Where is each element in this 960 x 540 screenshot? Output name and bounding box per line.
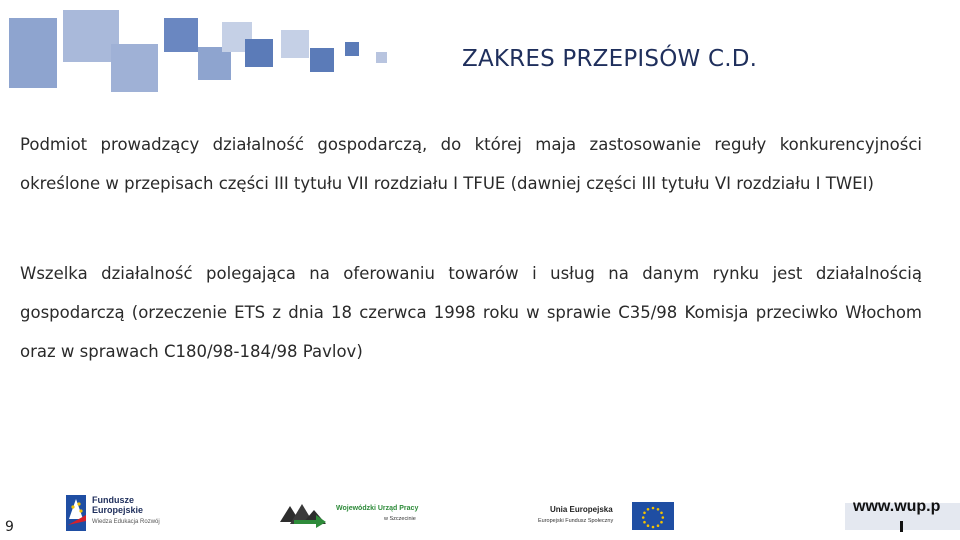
paragraph-1: Podmiot prowadzący działalność gospodarczą, do której maja zastosowanie reguły konkurencyjności określone w przepisach części III tytułu VII rozdziału I TFUE (dawniej części III tytułu VI rozdziału I TWEI)	[20, 135, 922, 193]
page-number: 9	[5, 519, 14, 535]
wup-logo	[280, 500, 430, 530]
wup-emblem-icon	[280, 500, 330, 528]
decor-square	[376, 52, 387, 63]
eu-logo-line1: Unia Europejska	[550, 505, 613, 514]
decor-square	[281, 30, 309, 58]
website-text-fragment	[900, 521, 903, 532]
decor-square	[9, 18, 57, 88]
fundusze-europejskie-logo	[66, 494, 176, 532]
eu-logo-line2: Europejski Fundusz Społeczny	[538, 518, 614, 524]
eu-logo	[538, 500, 678, 532]
wup-logo-line1: Wojewódzki Urząd Pracy	[336, 505, 419, 512]
website-link[interactable]: www.wup.p	[853, 498, 941, 515]
paragraph-2: Wszelka działalność polegająca na oferowaniu towarów i usług na danym rynku jest działalnością gospodarczą (orzeczenie ETS z dnia 18 czerwca 1998 roku w sprawie C35/98 Komisja przeciwko Włochom oraz w sprawach C180/98-184/98 Pavlov)	[20, 264, 922, 361]
decor-square	[345, 42, 359, 56]
fe-logo-line1: Fundusze	[92, 495, 134, 505]
eu-flag-icon	[632, 502, 674, 530]
decor-square	[310, 48, 334, 72]
decor-square	[164, 18, 198, 52]
fe-star-icon	[66, 495, 88, 531]
fe-logo-line2: Europejskie	[92, 505, 144, 515]
decor-square	[111, 44, 158, 92]
fe-logo-line3: Wiedza Edukacja Rozwój	[92, 519, 160, 525]
wup-logo-line2: w Szczecinie	[384, 516, 416, 522]
slide-title: ZAKRES PRZEPISÓW C.D.	[462, 46, 758, 72]
decor-square	[245, 39, 273, 67]
